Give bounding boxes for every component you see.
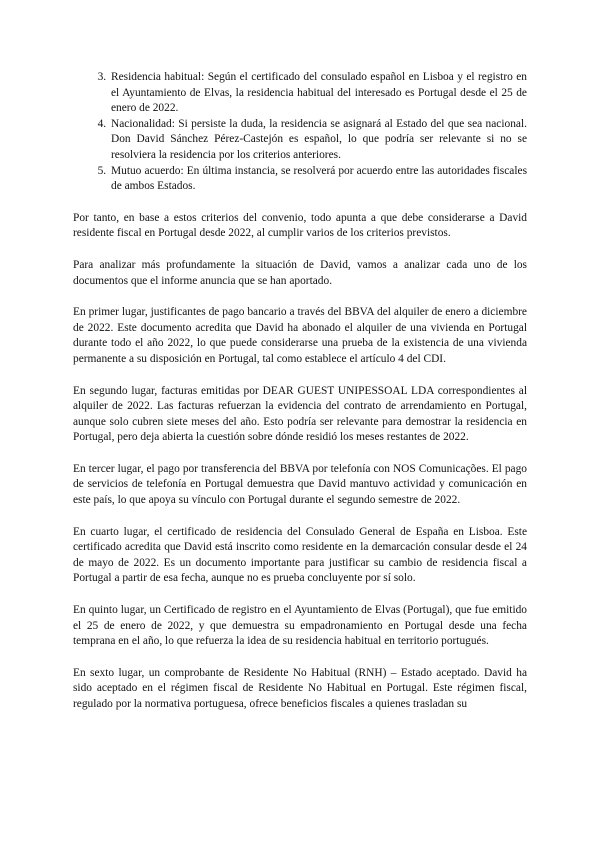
paragraph-second-document: En segundo lugar, facturas emitidas por DEAR GUEST UNIPESSOAL LDA correspondientes al alquiler de 2022. Las facturas refuerzan la evidencia del contrato de arrendamiento en Portugal, aunque solo cubren siete meses del año. Esto podría ser relevante para demostrar la residencia en Portugal, pero deja abierta la cuestión sobre dónde residió los meses restantes de 2022. xyxy=(73,384,527,444)
paragraph-conclusion: Por tanto, en base a estos criterios del convenio, todo apunta a que debe considerarse a David residente fiscal en Portugal desde 2022, al cumplir varios de los criterios previstos. xyxy=(73,211,527,240)
paragraph-fifth-document: En quinto lugar, un Certificado de registro en el Ayuntamiento de Elvas (Portugal), que fue emitido el 25 de enero de 2022, y que demuestra su empadronamiento en Portugal desde una fecha temprana en el año, lo que refuerza la idea de su residencia habitual en territorio portugués. xyxy=(73,604,527,648)
list-item-residencia-habitual: 3. Residencia habitual: Según el certificado del consulado español en Lisboa y el registro en el Ayuntamiento de Elvas, la residencia habitual del interesado es Portugal desde el 25 de enero de 2022. xyxy=(109,70,527,117)
paragraph-first-document: En primer lugar, justificantes de pago bancario a través del BBVA del alquiler de enero a diciembre de 2022. Este documento acredita que David ha abonado el alquiler de una vivienda en Portugal durante todo el año 2022, lo que puede considerarse una prueba de la existencia de una vivienda permanente a su disposición en Portugal, tal como establece el artículo 4 del CDI. xyxy=(73,306,527,365)
paragraph-third-document: En tercer lugar, el pago por transferencia del BBVA por telefonía con NOS Comunicações. El pago de servicios de telefonía en Portugal demuestra que David mantuvo actividad y comunicación en este país, lo que apoya su vínculo con Portugal durante el segundo semestre de 2022. xyxy=(73,462,527,507)
list-item-nacionalidad: 4. Nacionalidad: Si persiste la duda, la residencia se asignará al Estado del que sea nacional. Don David Sánchez Pérez-Castejón es español, lo que podría ser relevante si no se resolviera la residencia por los criterios anteriores. xyxy=(109,117,527,164)
paragraph-fourth-document: En cuarto lugar, el certificado de residencia del Consulado General de España en Lisboa. Este certificado acredita que David está inscrito como residente en la demarcación consular desde el 24 de mayo de 2022. Es un documento importante para justificar su cambio de residencia fiscal a Portugal a partir de esa fecha, aunque no es prueba concluyente por sí solo. xyxy=(73,525,527,585)
paragraph-intro-documents: Para analizar más profundamente la situación de David, vamos a analizar cada uno de los documentos que el informe anuncia que se han aportado. xyxy=(73,258,527,287)
paragraph-sixth-document: En sexto lugar, un comprobante de Residente No Habitual (RNH) – Estado aceptado. David ha sido aceptado en el régimen fiscal de Residente No Habitual en Portugal. Este régimen fiscal, regulado por la normativa portuguesa, ofrece beneficios fiscales a quienes trasladan su xyxy=(73,666,527,710)
criteria-list xyxy=(73,70,527,195)
list-item-mutuo-acuerdo: 5. Mutuo acuerdo: En última instancia, se resolverá por acuerdo entre las autoridades fiscales de ambos Estados. xyxy=(109,164,527,195)
